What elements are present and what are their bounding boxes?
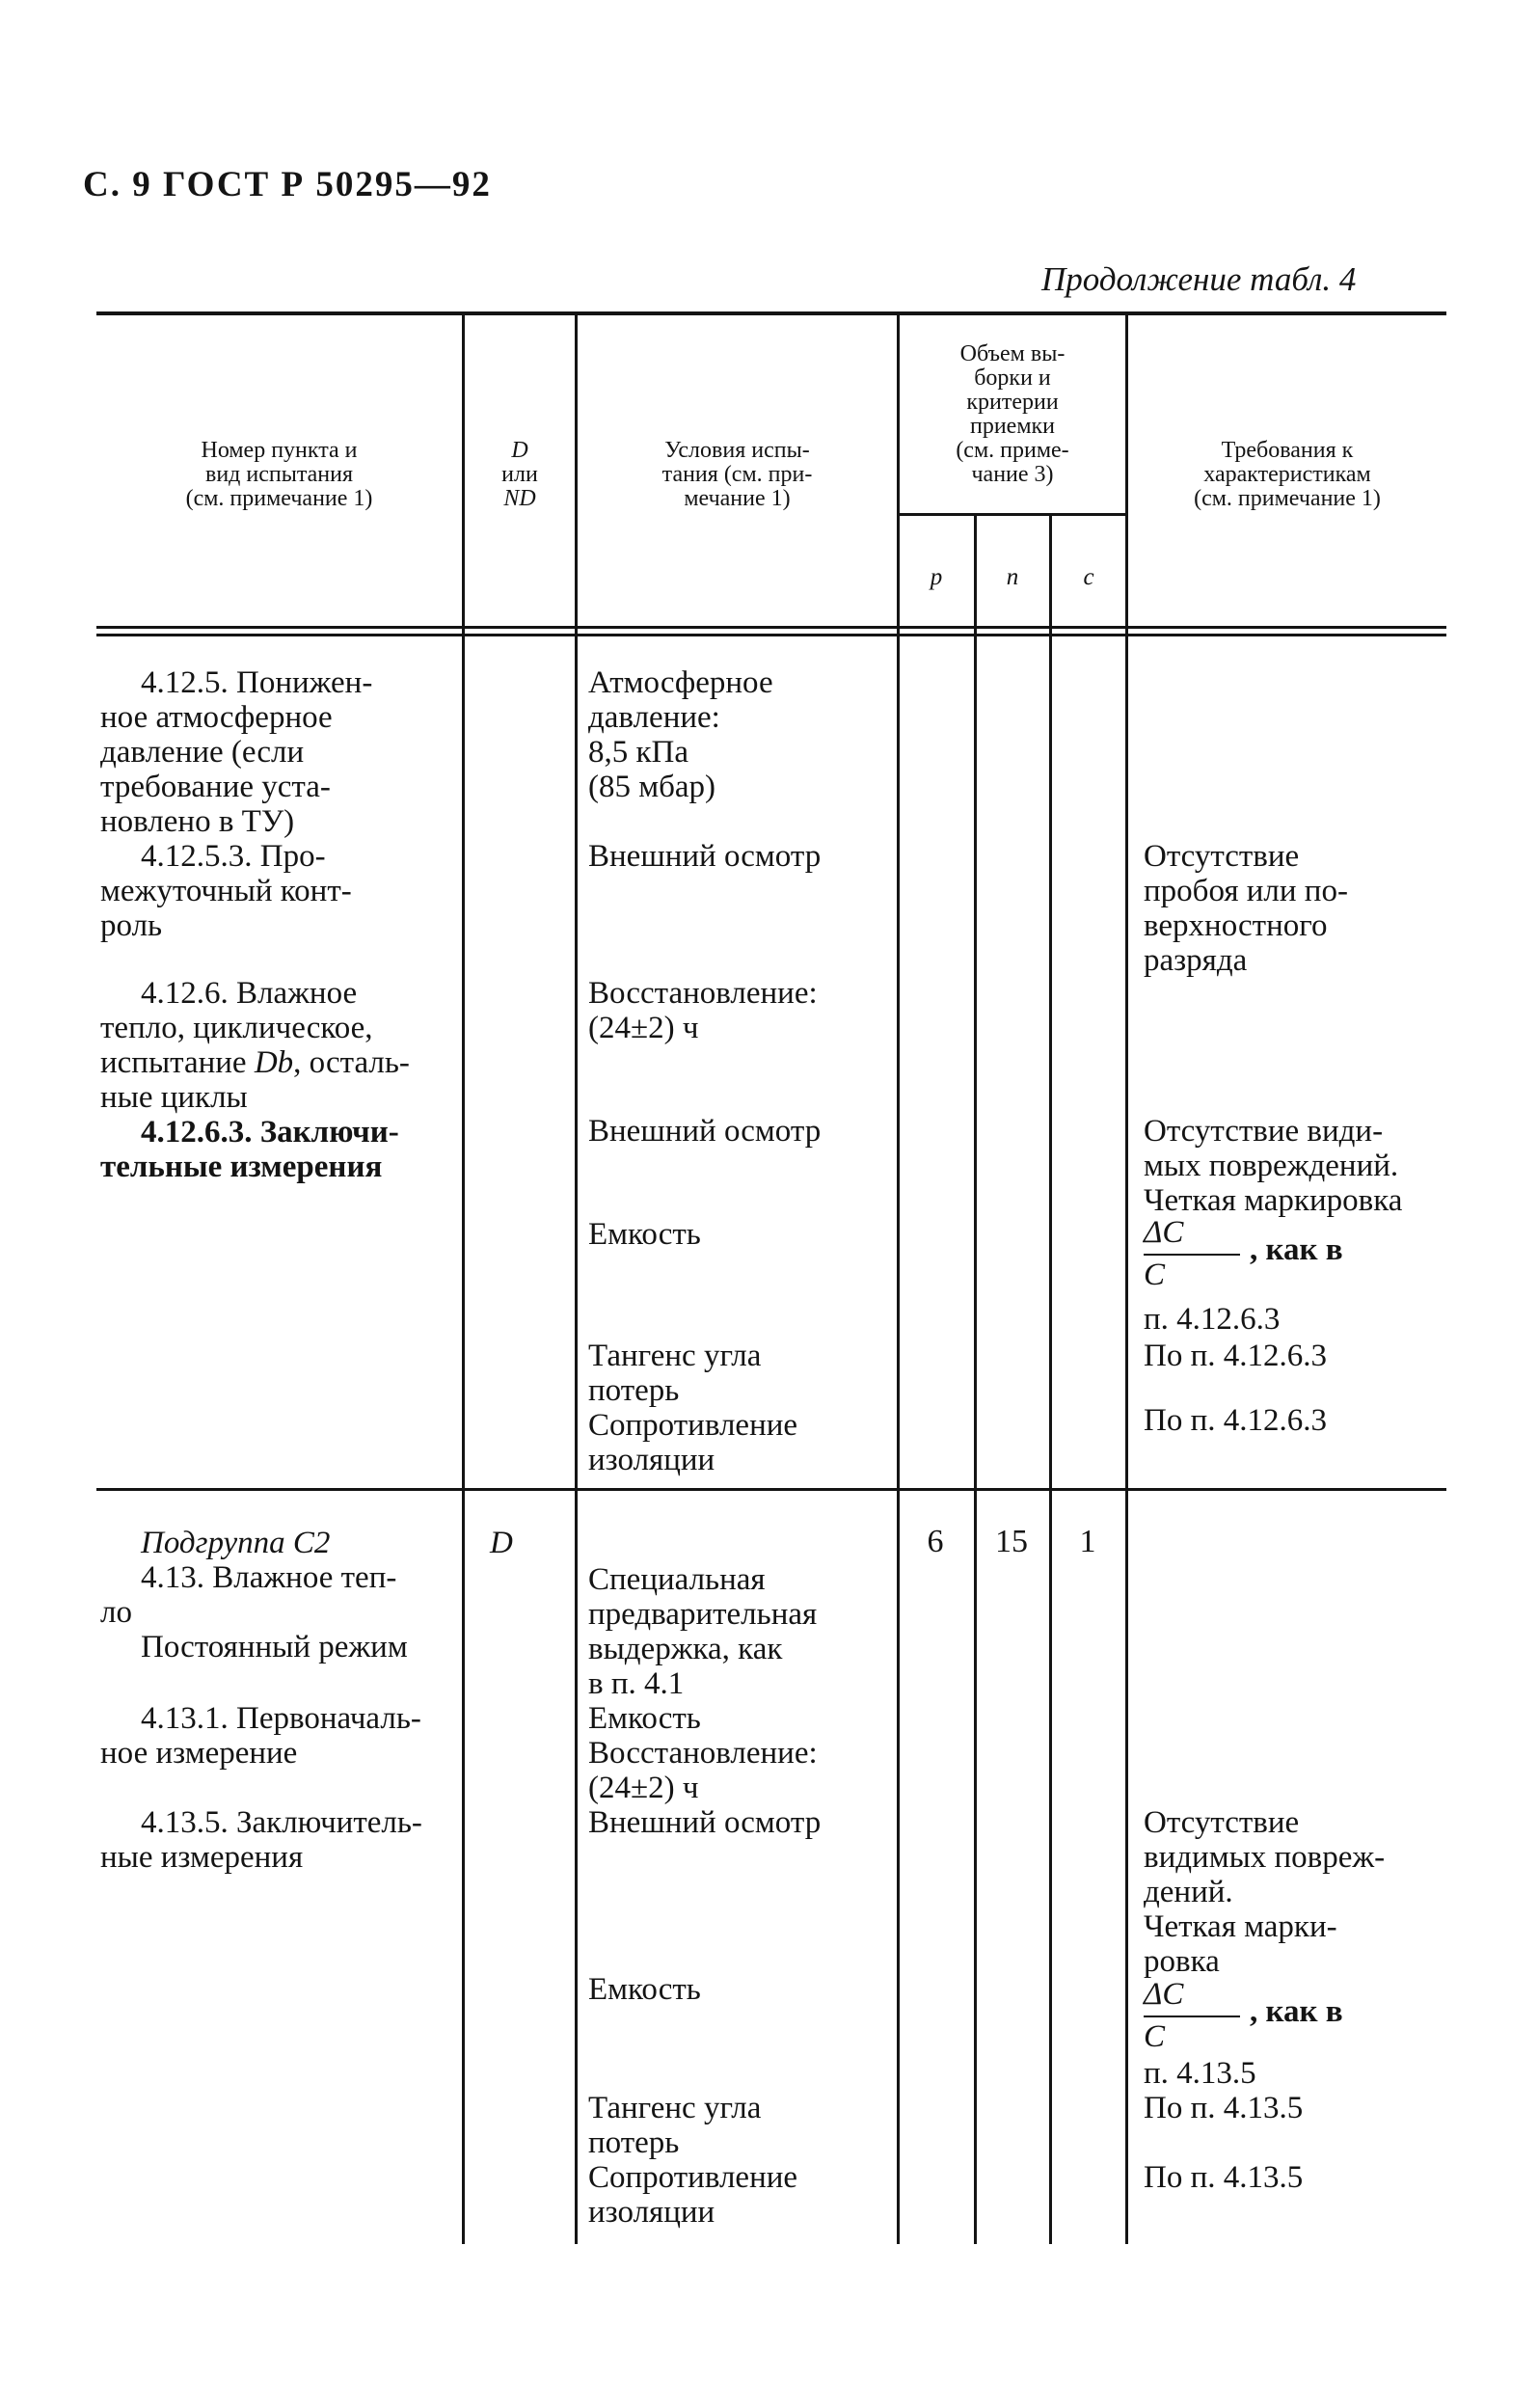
requirement-no-damage-2: Отсутствие видимых повреж- дений. Четкая марки- ровка	[1144, 1805, 1386, 1979]
header-requirements: Требования к характеристикам (см. примечание 1)	[1194, 438, 1381, 511]
fraction-numerator: ΔC	[1144, 1977, 1184, 2012]
subgroup-c2-items: Подгруппа C2 4.13. Влажное теп- ло Постоянный режим	[100, 1526, 408, 1664]
col-divider-n-c	[1049, 513, 1052, 2244]
col-divider-2	[575, 315, 578, 2244]
requirement-ref-4: п. 4.13.5	[1144, 2056, 1256, 2091]
condition-atmospheric-pressure: Атмосферное давление: 8,5 кПа (85 мбар)	[588, 665, 773, 804]
header-p: p	[930, 564, 943, 590]
header-bottom-rule-2	[96, 634, 1446, 636]
value-p: 6	[927, 1524, 944, 1559]
table-continuation-caption: Продолжение табл. 4	[1041, 260, 1357, 298]
fraction-tail: , как в	[1250, 1232, 1343, 1267]
condition-loss-tangent-2: Тангенс угла потерь Сопротивление изоляции	[588, 2091, 798, 2230]
fraction-bar	[1144, 2016, 1240, 2017]
condition-recovery: Восстановление: (24±2) ч	[588, 976, 818, 1045]
requirement-ref-5: По п. 4.13.5	[1144, 2091, 1304, 2125]
item-4-13-5: 4.13.5. Заключитель- ные измерения	[100, 1805, 422, 1875]
col-divider-4	[1125, 315, 1128, 2244]
requirement-ref-2: По п. 4.12.6.3	[1144, 1339, 1327, 1373]
col-divider-3	[897, 315, 900, 2244]
fraction-bar	[1144, 1254, 1240, 1256]
col-divider-1	[462, 315, 465, 2244]
requirement-ref-6: По п. 4.13.5	[1144, 2160, 1304, 2195]
condition-loss-tangent: Тангенс угла потерь Сопротивление изоляции	[588, 1339, 798, 1477]
requirement-ref-1: п. 4.12.6.3	[1144, 1302, 1281, 1337]
header-n: n	[1006, 564, 1019, 590]
fraction-denominator: C	[1144, 1258, 1166, 1292]
condition-special-preconditioning: Специальная предварительная выдержка, как в п. 4.1 Емкость Восстановление: (24±2) ч Внешний осмотр	[588, 1562, 822, 1840]
condition-capacitance-2: Емкость	[588, 1972, 701, 2007]
fraction-numerator: ΔC	[1144, 1215, 1184, 1250]
condition-visual-inspection-1: Внешний осмотр	[588, 839, 822, 874]
header-d-or-nd: D или ND	[501, 438, 538, 511]
page-reference: С. 9 ГОСТ Р 50295—92	[83, 165, 492, 204]
test-type-d: D	[490, 1526, 513, 1560]
header-bottom-rule-1	[96, 626, 1446, 629]
item-4-12-5: 4.12.5. Понижен- ное атмосферное давление (если требование уста- новлено в ТУ) 4.12.5.3. Про- межуточный конт- роль	[100, 665, 373, 943]
subgroup-title: Подгруппа C2	[141, 1526, 331, 1560]
item-4-13-1: 4.13.1. Первоначаль- ное измерение	[100, 1701, 421, 1771]
value-c: 1	[1079, 1524, 1096, 1559]
header-test-number: Номер пункта и вид испытания (см. примечание 1)	[185, 438, 373, 511]
requirement-no-damage: Отсутствие види- мых повреждений. Четкая маркировка	[1144, 1114, 1403, 1218]
col-divider-p-n	[974, 513, 977, 2244]
requirement-no-breakdown: Отсутствие пробоя или по- верхностного разряда	[1144, 839, 1348, 978]
condition-capacitance: Емкость	[588, 1217, 701, 1252]
header-c: c	[1083, 564, 1094, 590]
requirement-ref-3: По п. 4.12.6.3	[1144, 1403, 1327, 1438]
sample-subheader-rule	[899, 513, 1125, 516]
header-sample-size: Объем вы- борки и критерии приемки (см. приме- чание 3)	[956, 341, 1069, 487]
fraction-denominator: C	[1144, 2019, 1166, 2054]
condition-visual-inspection-2: Внешний осмотр	[588, 1114, 822, 1149]
item-4-12-6: 4.12.6. Влажное тепло, циклическое, испытание Db, осталь- ные циклы 4.12.6.3. Заключи- тельные измерения	[100, 976, 410, 1184]
header-conditions: Условия испы- тания (см. при- мечание 1)	[661, 438, 813, 511]
fraction-tail: , как в	[1250, 1994, 1343, 2029]
value-n: 15	[995, 1524, 1028, 1559]
table-top-rule	[96, 311, 1446, 315]
section-divider-rule	[96, 1488, 1446, 1491]
